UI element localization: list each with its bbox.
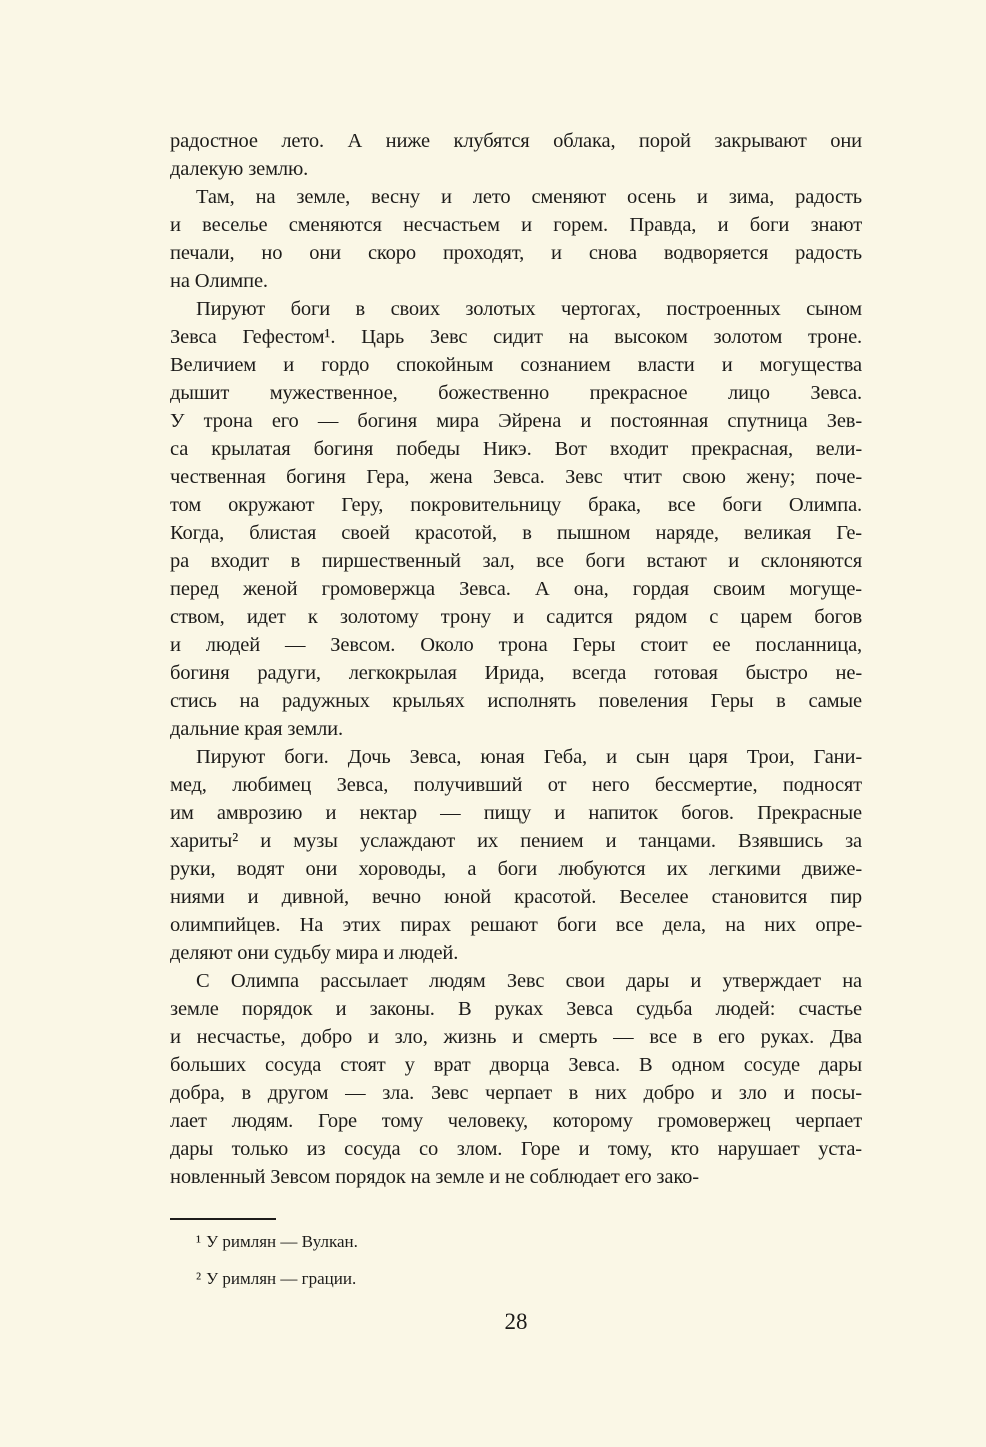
- text-line: мед, любимец Зевса, получивший от него бессмертие, подносят: [170, 774, 862, 796]
- text-line: хариты² и музы услаждают их пением и танцами. Взявшись за: [170, 830, 862, 852]
- text-line: Когда, блистая своей красотой, в пышном наряде, великая Ге-: [170, 522, 862, 544]
- footnote-marker: ¹: [196, 1232, 202, 1251]
- text-line: печали, но они скоро проходят, и снова водворяется радость: [170, 242, 862, 264]
- text-line: и несчастье, добро и зло, жизнь и смерть — все в его руках. Два: [170, 1026, 862, 1048]
- text-line: и людей — Зевсом. Около трона Геры стоит ее посланница,: [170, 634, 862, 656]
- text-line: дышит мужественное, божественно прекрасное лицо Зевса.: [170, 382, 862, 404]
- text-line: Там, на земле, весну и лето сменяют осень и зима, радость: [196, 186, 862, 208]
- text-line: Пируют боги в своих золотых чертогах, построенных сыном: [196, 298, 862, 320]
- text-line: перед женой громовержца Зевса. А она, гордая своим могуще-: [170, 578, 862, 600]
- text-line: чественная богиня Гера, жена Зевса. Зевс чтит свою жену; поче-: [170, 466, 862, 488]
- text-line: дальние края земли.: [170, 718, 343, 740]
- text-line: на Олимпе.: [170, 270, 268, 292]
- text-line: и веселье сменяются несчастьем и горем. Правда, и боги знают: [170, 214, 862, 236]
- text-line: Зевса Гефестом¹. Царь Зевс сидит на высоком золотом троне.: [170, 326, 862, 348]
- text-line: Пируют боги. Дочь Зевса, юная Геба, и сын царя Трои, Гани-: [196, 746, 862, 768]
- text-line: им амврозию и нектар — пищу и напиток богов. Прекрасные: [170, 802, 862, 824]
- text-line: добра, в другом — зла. Зевс черпает в них добро и зло и посы-: [170, 1082, 862, 1104]
- footnote-separator: [170, 1218, 276, 1220]
- text-line: олимпийцев. На этих пирах решают боги все дела, на них опре-: [170, 914, 862, 936]
- text-line: У трона его — богиня мира Эйрена и постоянная спутница Зев-: [170, 410, 862, 432]
- text-line: деляют они судьбу мира и людей.: [170, 942, 459, 964]
- text-line: земле порядок и законы. В руках Зевса судьба людей: счастье: [170, 998, 862, 1020]
- text-line: руки, водят они хороводы, а боги любуются их легкими движе-: [170, 858, 862, 880]
- text-line: ством, идет к золотому трону и садится рядом с царем богов: [170, 606, 862, 628]
- text-block: [170, 127, 862, 1191]
- text-line: дары только из сосуда со злом. Горе и тому, кто нарушает уста-: [170, 1138, 862, 1160]
- text-line: лает людям. Горе тому человеку, которому громовержец черпает: [170, 1110, 862, 1132]
- text-line: стись на радужных крыльях исполнять повеления Геры в самые: [170, 690, 862, 712]
- footnote-item: [196, 1268, 836, 1290]
- page-number: 28: [504, 1309, 528, 1334]
- text-line: том окружают Геру, покровительницу брака, все боги Олимпа.: [170, 494, 862, 516]
- text-line: далекую землю.: [170, 158, 309, 180]
- footnote-item: [196, 1231, 836, 1253]
- text-line: радостное лето. А ниже клубятся облака, порой закрывают они: [170, 130, 862, 152]
- footnote-text: У римлян — грации.: [206, 1269, 357, 1288]
- text-line: богиня радуги, легкокрылая Ирида, всегда готовая быстро не-: [170, 662, 862, 684]
- text-line: ниями и дивной, вечно юной красотой. Веселее становится пир: [170, 886, 862, 908]
- text-line: Величием и гордо спокойным сознанием власти и могущества: [170, 354, 862, 376]
- footnote-marker: ²: [196, 1269, 202, 1288]
- text-line: новленный Зевсом порядок на земле и не соблюдает его зако-: [170, 1166, 699, 1188]
- footnote-text: У римлян — Вулкан.: [206, 1232, 358, 1251]
- text-line: С Олимпа рассылает людям Зевс свои дары и утверждает на: [196, 970, 862, 992]
- text-line: ра входит в пиршественный зал, все боги встают и склоняются: [170, 550, 862, 572]
- footnotes: [196, 1231, 836, 1305]
- text-line: са крылатая богиня победы Никэ. Вот входит прекрасная, вели-: [170, 438, 862, 460]
- text-line: больших сосуда стоят у врат дворца Зевса. В одном сосуде дары: [170, 1054, 862, 1076]
